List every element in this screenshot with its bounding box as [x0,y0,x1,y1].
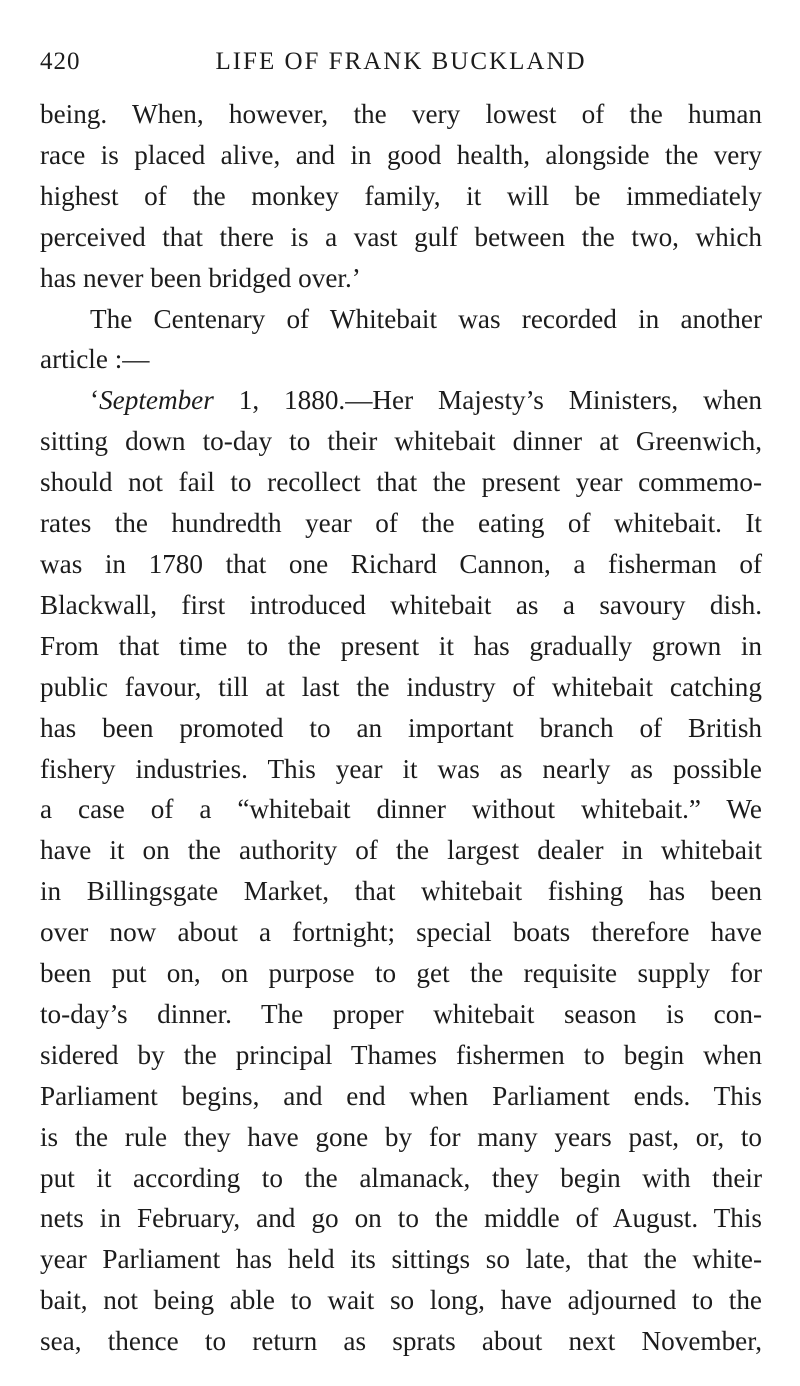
text-line: a case of a “whitebait dinner without whitebait.” We [40,794,762,825]
text-line: fishery industries. This year it was as nearly as possible [40,753,762,784]
body-text [40,94,762,1362]
running-head [40,48,762,88]
running-title: LIFE OF FRANK BUCKLAND [215,48,587,75]
text-line: Blackwall, first introduced whitebait as a savoury dish. [40,589,762,620]
text-line: rates the hundredth year of the eating of whitebait. It [40,508,762,539]
date-rest: 1, 1880.—Her Majesty’s Ministers, when [213,385,762,416]
text-line: nets in February, and go on to the middle of August. This [40,1203,762,1234]
text-line: sidered by the principal Thames fishermen to begin when [40,1039,762,1070]
text-line: been put on, on purpose to get the requisite supply for [40,958,762,989]
text-line: has been promoted to an important branch of British [40,712,762,743]
text-line: to-day’s dinner. The proper whitebait season is con- [40,998,762,1029]
text-line: perceived that there is a vast gulf between the two, which [40,221,762,252]
text-line: in Billingsgate Market, that whitebait fishing has been [40,876,762,907]
text-line: sitting down to-day to their whitebait dinner at Greenwich, [40,426,762,457]
text-line: has never been bridged over.’ [40,262,361,293]
italic-month: September [99,385,214,416]
text-line: have it on the authority of the largest dealer in whitebait [40,835,762,866]
text-line: From that time to the present it has gradually grown in [40,630,762,661]
text-line: put it according to the almanack, they begin with their [40,1162,762,1193]
page-number: 420 [40,48,81,75]
text-line-dated [40,380,762,421]
text-line: was in 1780 that one Richard Cannon, a fisherman of [40,548,762,579]
text-line: being. When, however, the very lowest of the human [40,99,762,129]
text-line: year Parliament has held its sittings so late, that the white- [40,1244,762,1275]
text-line: The Centenary of Whitebait was recorded in another [90,303,762,334]
text-line: Parliament begins, and end when Parliament ends. This [40,1080,762,1111]
text-line: article :— [40,344,150,375]
text-line: should not fail to recollect that the present year commemo- [40,467,762,498]
text-line: over now about a fortnight; special boats therefore have [40,917,762,948]
text-line: is the rule they have gone by for many years past, or, to [40,1121,762,1152]
text-line: highest of the monkey family, it will be immediately [40,180,762,211]
open-quote: ‘ [90,385,100,416]
text-line: race is placed alive, and in good health, alongside the very [40,139,762,170]
text-line: bait, not being able to wait so long, have adjourned to the [40,1285,762,1316]
text-line: public favour, till at last the industry of whitebait catching [40,671,762,702]
book-page [40,48,762,1362]
text-line: sea, thence to return as sprats about next November, [40,1326,762,1357]
